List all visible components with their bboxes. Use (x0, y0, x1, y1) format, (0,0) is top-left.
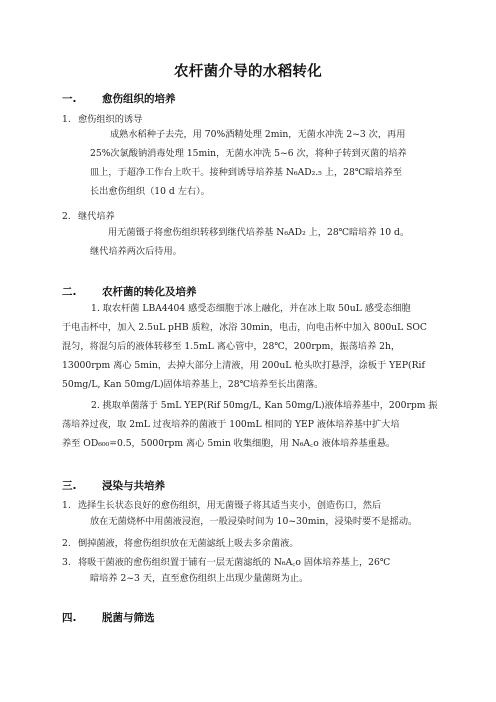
paragraph-line: 成熟水稻种子去壳，用 70%酒精处理 2min，无菌水冲洗 2~3 次，再用 (110, 129, 406, 140)
list-item (62, 535, 299, 549)
paragraph-line: 2. 挑取单菌落于 5mL YEP(Rif 50mg/L, Kan 50mg/L)液体培养基中，200rpm 振 (91, 400, 438, 411)
paragraph-line: 养至 OD₆₀₀=0.5，5000rpm 离心 5min 收集细胞，用 N₆A꜀ᴏ 液体培养基重悬。 (62, 438, 396, 449)
paragraph-line: 继代培养两次后待用。 (90, 246, 182, 257)
section-title: 浸染与共培养 (102, 480, 165, 492)
section-title: 愈伤组织的培养 (102, 93, 176, 105)
list-number: 1. (62, 500, 71, 511)
subsection-number: 2. (62, 211, 71, 222)
section-title: 农杆菌的转化及培养 (102, 286, 197, 298)
list-number: 2. (62, 538, 71, 549)
paragraph-line: 荡培养过夜，取 2mL 过夜培养的菌液于 100mL 相同的 YEP 液体培养基中扩大培 (62, 419, 400, 430)
paragraph-line: 50mg/L, Kan 50mg/L)固体培养基上，28℃培养至长出菌落。 (62, 379, 324, 390)
section-heading-2 (62, 284, 197, 299)
paragraph-line: 于电击杯中，加入 2.5uL pHB 质粒，冰浴 30min，电击，向电击杯中加入 800uL SOC (62, 322, 427, 333)
paragraph-line: 用无菌镊子将愈伤组织转移到继代培养基 N₆AD₂ 上，28℃暗培养 10 d。 (108, 227, 410, 238)
section-number: 三. (62, 480, 77, 492)
subsection-label: 愈伤组织的诱导 (78, 114, 143, 125)
paragraph-line: 暗培养 2~3 天，直至愈伤组织上出现少量菌斑为止。 (90, 573, 309, 584)
section-heading-4 (62, 610, 155, 625)
subsection-1-1 (62, 111, 142, 125)
paragraph-line: 皿上，于超净工作台上吹干。接种到诱导培养基 N₆AD₂.₅ 上，28℃暗培养至 (90, 167, 402, 178)
list-text: 倒掉菌液，将愈伤组织放在无菌滤纸上吸去多余菌液。 (78, 538, 299, 549)
section-number: 一. (62, 93, 77, 105)
paragraph-line: 长出愈伤组织（10 d 左右）。 (90, 186, 210, 197)
section-heading-1 (62, 91, 176, 106)
list-number: 3. (62, 557, 71, 568)
section-number: 四. (62, 612, 77, 624)
list-item (62, 497, 381, 511)
paragraph-line: 13000rpm 离心 5min，去掉大部分上清液，用 200uL 枪头吹打悬浮，涂板于 YEP(Rif (62, 360, 425, 371)
subsection-1-2 (62, 208, 115, 222)
list-text: 将吸干菌液的愈伤组织置于铺有一层无菌滤纸的 N₆A꜀ᴏ 固体培养基上，26℃ (78, 557, 391, 568)
section-title: 脱菌与筛选 (102, 612, 155, 624)
paragraph-line: 放在无菌烧杯中用菌液浸泡，一般浸染时间为 10~30min，浸染时要不是摇动。 (90, 516, 418, 527)
section-heading-3 (62, 478, 165, 493)
section-number: 二. (62, 286, 77, 298)
paragraph-line: 1. 取农杆菌 LBA4404 感受态细胞于冰上融化，并在冰上取 50uL 感受态细胞 (91, 303, 411, 314)
subsection-label: 继代培养 (78, 211, 115, 222)
subsection-number: 1. (62, 114, 71, 125)
list-text: 选择生长状态良好的愈伤组织，用无菌镊子将其适当夹小，创造伤口，然后 (78, 500, 382, 511)
paragraph-line: 混匀，将混匀后的液体转移至 1.5mL 离心管中，28℃，200rpm，振荡培养 2h， (62, 341, 401, 352)
paragraph-line: 25%次氯酸钠消毒处理 15min，无菌水冲洗 5~6 次，将种子转到灭菌的培养 (90, 148, 407, 159)
list-item (62, 554, 390, 568)
document-title: 农杆菌介导的水稻转化 (174, 64, 322, 80)
